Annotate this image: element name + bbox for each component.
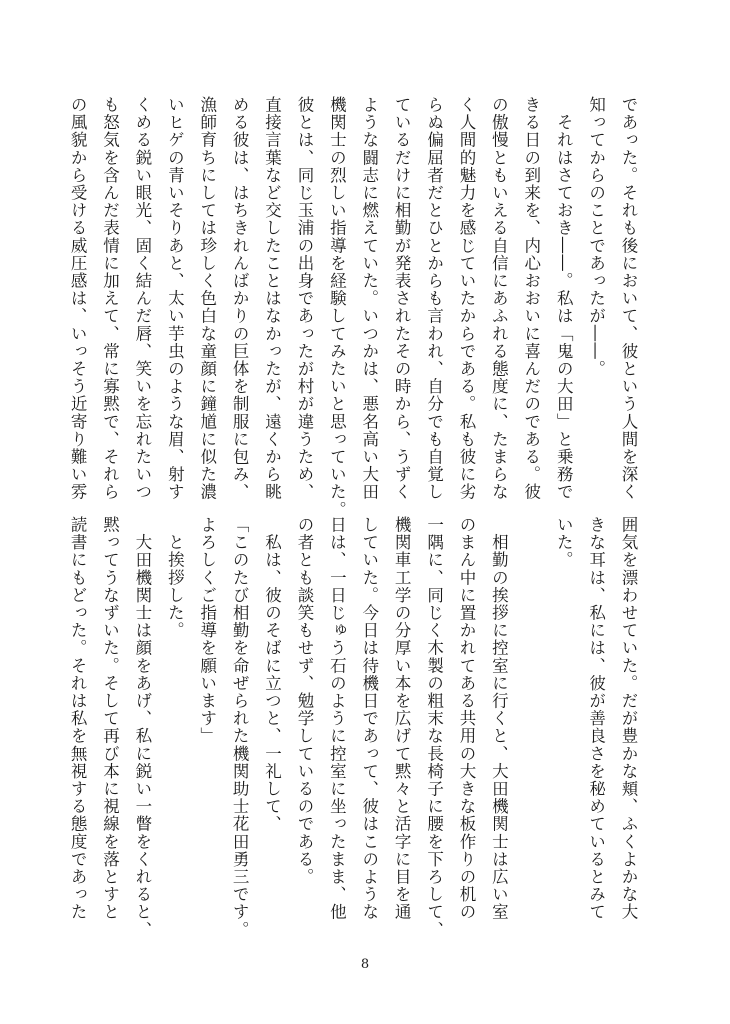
text-line: 囲気を漂わせていた。だが豊かな頬、ふくよかな大 xyxy=(619,516,638,921)
text-line: く人間的魅力を感じていたからである。私も彼に劣 xyxy=(456,96,476,501)
text-line: それはさておき――。私は「鬼の大田」と乗務で xyxy=(554,96,574,501)
text-line: の傲慢ともいえる自信にあふれる態度に、たまらな xyxy=(489,96,509,501)
text-line: 機関士の烈しい指導を経験してみたいと思っていた。 xyxy=(327,96,347,519)
page-number: 8 xyxy=(360,957,370,972)
text-line: ているだけに相勤が発表されたその時から、うずく xyxy=(392,96,412,501)
text-block-upper xyxy=(68,96,644,519)
text-line: していた。今日は待機日であって、彼はこのような xyxy=(359,516,379,921)
text-line: 日は、一日じゅう石のように控室に坐ったまま、他 xyxy=(327,516,347,921)
text-line: きな耳は、私には、彼が善良さを秘めているとみて xyxy=(586,516,606,921)
text-line: 知ってからのことであったが――。 xyxy=(586,96,606,378)
text-line: ような闘志に燃えていた。いつかは、悪名高い大田 xyxy=(359,96,379,501)
text-line: と挨拶した。 xyxy=(165,516,185,640)
text-line: くめる鋭い眼光、固く結んだ唇、笑いを忘れたいつ xyxy=(132,96,152,501)
text-line: も怒気を含んだ表情に加えて、常に寡黙で、それら xyxy=(100,96,120,501)
text-line: 漁師育ちにしては珍しく色白な童顔に鐘馗に似た濃 xyxy=(197,96,217,501)
text-line: 直接言葉など交したことはなかったが、遠くから眺 xyxy=(262,96,282,501)
text-line: であった。それも後において、彼という人間を深く xyxy=(619,96,638,501)
text-line: らぬ偏屈者だとひとからも言われ、自分でも自覚し xyxy=(424,96,444,501)
text-line: いヒゲの青いそりあと、太い芋虫のような眉、射す xyxy=(165,96,185,501)
text-line: きる日の到来を、内心おおいに喜んだのである。彼 xyxy=(521,96,541,501)
text-line: 「このたび相勤を命ぜられた機関助士花田勇三です。 xyxy=(230,516,250,939)
text-line: 一隅に、同じく木製の粗末な長椅子に腰を下ろして、 xyxy=(424,516,444,939)
text-line: のまん中に置かれてある共用の大きな板作りの机の xyxy=(456,516,476,921)
text-line: 機関車工学の分厚い本を広げて黙々と活字に目を通 xyxy=(392,516,412,921)
text-line: 黙ってうなずいた。そして再び本に視線を落とすと xyxy=(100,516,120,921)
text-line: の者とも談笑もせず、勉学しているのである。 xyxy=(294,516,314,886)
text-line: の風貌から受ける威圧感は、いっそう近寄り難い雰 xyxy=(68,96,88,501)
text-line: いた。 xyxy=(554,516,574,569)
text-line: 私は、彼のそばに立つと、一礼して、 xyxy=(262,516,282,833)
text-line xyxy=(514,516,546,932)
text-line: める彼は、はちきれんばかりの巨体を制服に包み、 xyxy=(230,96,250,501)
text-line: 読書にもどった。それは私を無視する態度であった xyxy=(68,516,88,921)
text-line: 相勤の挨拶に控室に行くと、大田機関士は広い室 xyxy=(489,516,509,921)
text-block-lower xyxy=(68,516,644,939)
text-line: 大田機関士は顔をあげ、私に鋭い一瞥をくれると、 xyxy=(132,516,152,939)
text-line: 彼とは、同じ玉浦の出身であったが村が違うため、 xyxy=(294,96,314,501)
text-line: よろしくご指導を願います」 xyxy=(197,516,217,745)
